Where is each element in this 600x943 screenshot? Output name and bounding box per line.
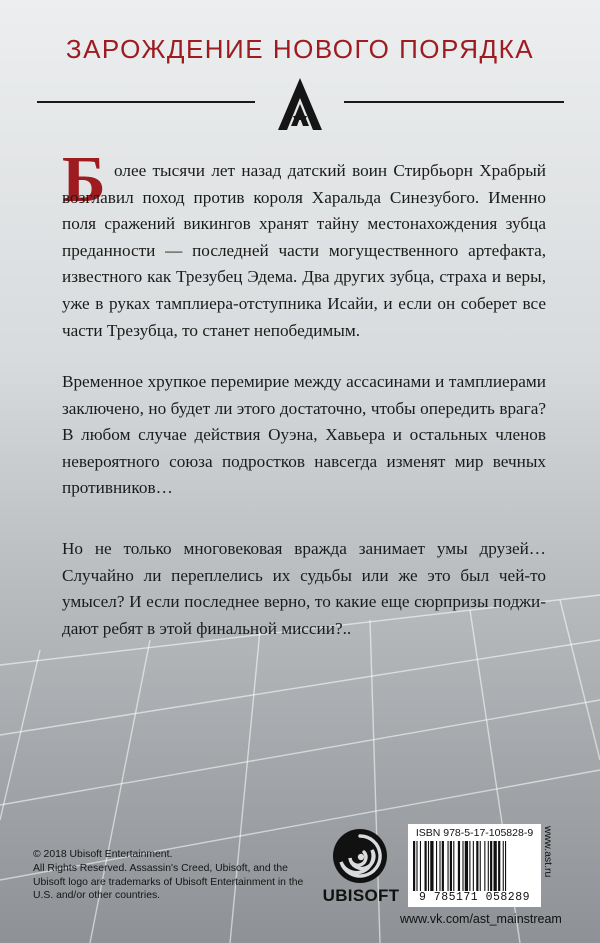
publisher-website[interactable]: www.ast.ru	[542, 826, 554, 878]
trademark-line: All Rights Reserved. Assassin's Creed, Ubisoft, and the Ubisoft logo are trademarks of Ubisoft Entertainment in the U.S. and/or other countries.	[33, 862, 304, 902]
barcode-bars	[413, 841, 536, 891]
blurb-paragraph-3: Но не только многовековая вражда занимает умы друзей… Случайно ли переплелись их судьбы или же это был чей-то умысел? И если последнее верно, то какие еще сюрпризы поджидают ребят в этой финальной миссии?..	[62, 539, 546, 638]
divider-left	[37, 101, 255, 103]
book-series-title: ЗАРОЖДЕНИЕ НОВОГО ПОРЯДКА	[65, 34, 535, 64]
divider-right	[344, 101, 564, 103]
isbn-label: ISBN 978-5-17-105828-9	[415, 827, 534, 839]
blurb-paragraph-1: олее тысячи лет назад датский воин Стирбьорн Храбрый возглавил поход против короля Харальда Синезубого. Именно поля сражений викингов хранят тайну местонахождения зубца преданности — последней части могущественного артефакта, известного как Трезубец Эдема. Два других зубца, страха и веры, уже в руках тамплиера-отступника Исайи, и если он соберет все части Трезубца, то станет непобедимым.	[62, 161, 546, 340]
drop-cap: Б	[62, 143, 106, 216]
copyright-line: © 2018 Ubisoft Entertainment.	[33, 849, 173, 860]
assassins-crest-icon	[271, 76, 329, 132]
vk-link[interactable]: www.vk.com/ast_mainstream	[400, 912, 562, 926]
ubisoft-swirl-icon	[332, 828, 388, 884]
blurb-paragraph-2: Временное хрупкое перемирие между ассасинами и тамплиерами заключено, но будет ли этого достаточно, чтобы опередить врага? В любом случае действия Оуэна, Хавьера и остальных членов невероятного союза подростков навсегда изменят мир вечных противников…	[62, 372, 546, 498]
ubisoft-wordmark: UBISOFT	[322, 886, 400, 905]
copyright-notice	[33, 848, 323, 903]
barcode-panel	[408, 824, 541, 907]
ean-digits: 9 785171 058289	[418, 891, 531, 904]
